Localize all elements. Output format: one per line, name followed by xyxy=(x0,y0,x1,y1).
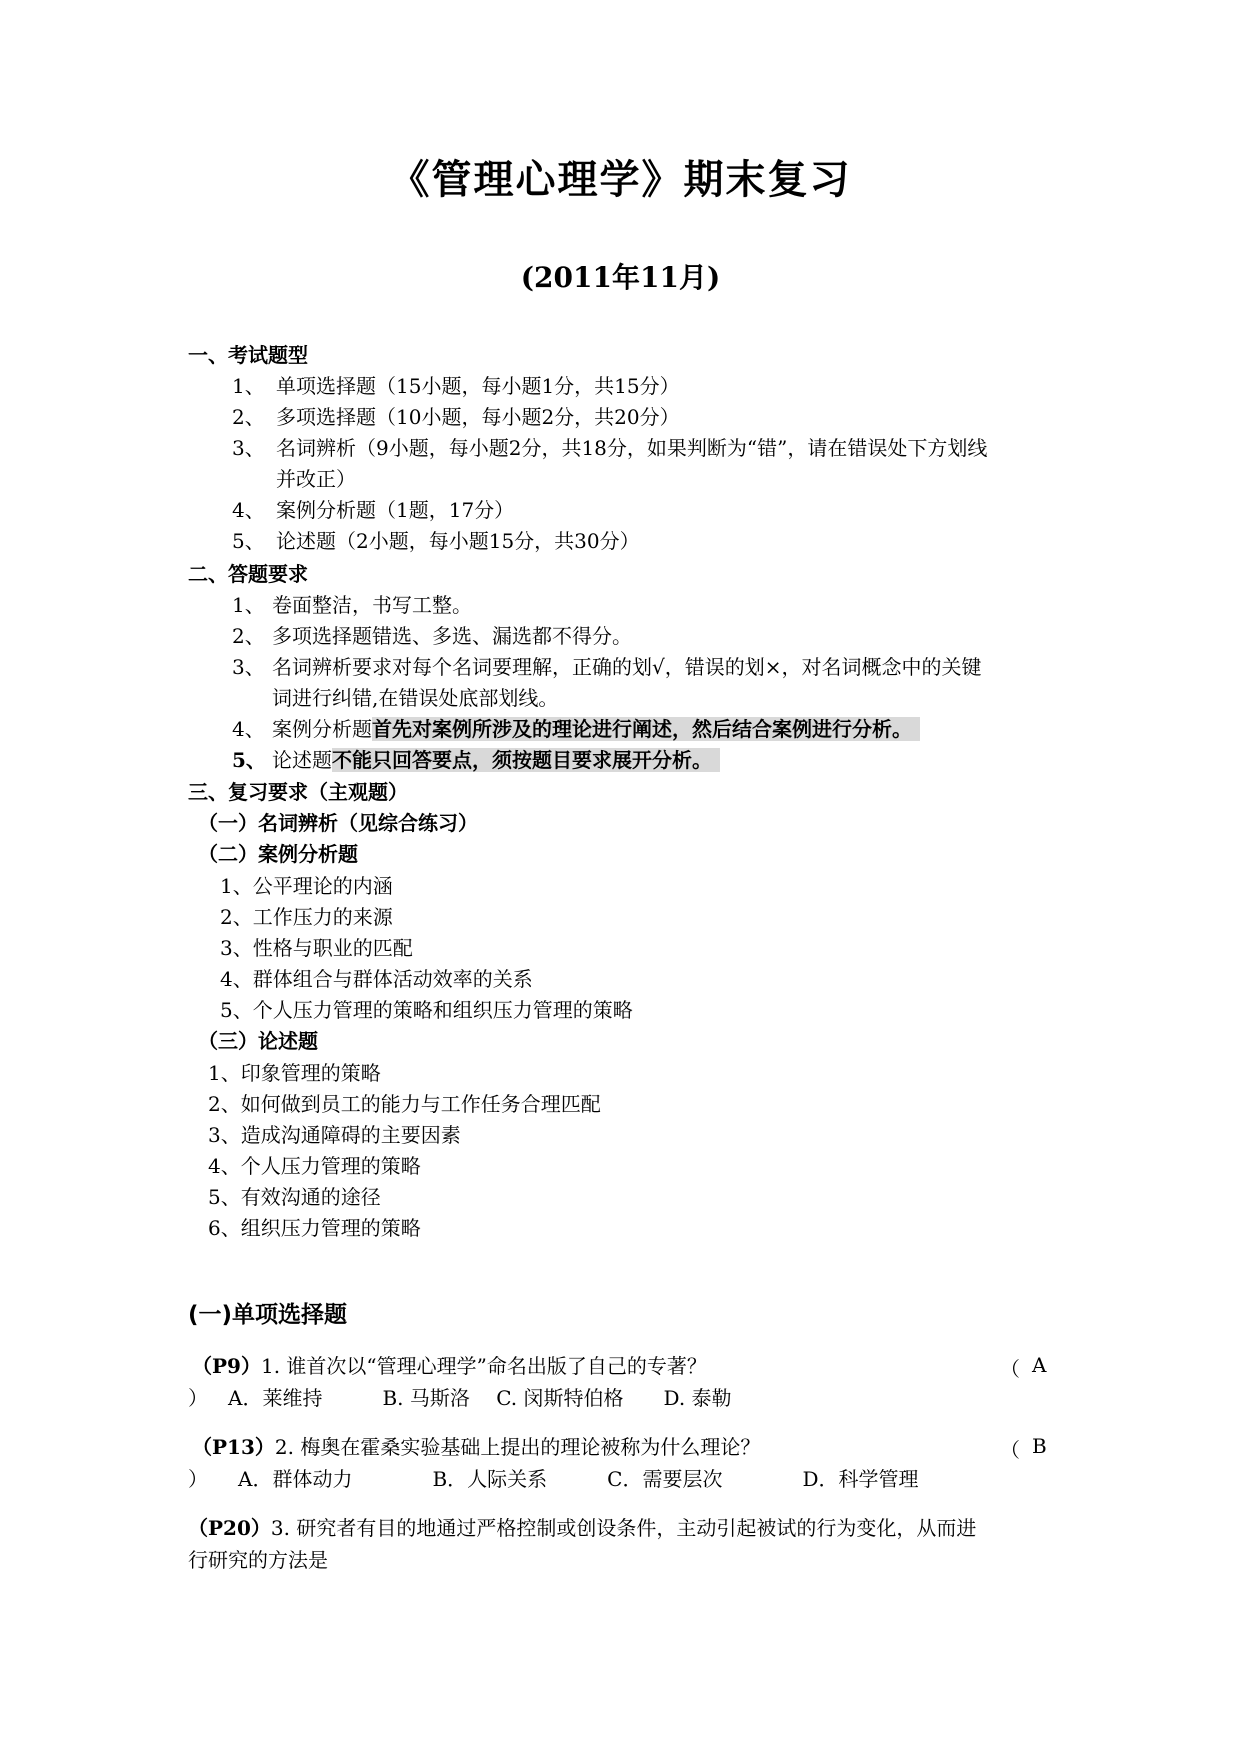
list-item: 1、公平理论的内涵 xyxy=(220,874,393,898)
list-item: 5、 论述题不能只回答要点，须按题目要求展开分析。 xyxy=(232,747,720,773)
mc-section-heading: (一)单项选择题 xyxy=(188,1302,348,1328)
subsection-heading-essay: （三）论述题 xyxy=(198,1029,318,1053)
answer-paren-open: （ xyxy=(1000,1357,1020,1381)
question-options: A．莱维持 B. 马斯洛 C. 闵斯特伯格 D. 泰勒 xyxy=(228,1386,732,1410)
highlighted-text: 不能只回答要点，须按题目要求展开分析。 xyxy=(332,748,720,772)
list-item: 1、印象管理的策略 xyxy=(208,1061,381,1085)
list-item-continuation: 词进行纠错,在错误处底部划线。 xyxy=(272,686,559,710)
list-item: 4、 案例分析题首先对案例所涉及的理论进行阐述，然后结合案例进行分析。 xyxy=(232,716,920,742)
document-title: 《管理心理学》期末复习 xyxy=(389,157,852,203)
list-item: 3、 名词辨析要求对每个名词要理解，正确的划√，错误的划×，对名词概念中的关键 xyxy=(232,655,982,679)
document-subtitle: (2011年11月) xyxy=(520,261,721,294)
list-item: 3、造成沟通障碍的主要因素 xyxy=(208,1123,461,1147)
subsection-heading-case: （二）案例分析题 xyxy=(198,842,358,866)
list-item: 6、组织压力管理的策略 xyxy=(208,1216,421,1240)
list-item: 2、 多项选择题错选、多选、漏选都不得分。 xyxy=(232,624,632,648)
answer-paren-open: （ xyxy=(1000,1438,1020,1462)
list-item: 5、个人压力管理的策略和组织压力管理的策略 xyxy=(220,998,633,1022)
list-item: 4、 案例分析题（1题，17分） xyxy=(232,498,515,522)
question-stem: （P9）1. 谁首次以“管理心理学”命名出版了自己的专著？ xyxy=(192,1354,707,1378)
list-item: 5、有效沟通的途径 xyxy=(208,1185,381,1209)
list-item: 1、 卷面整洁，书写工整。 xyxy=(232,593,472,617)
list-item: 2、 多项选择题（10小题，每小题2分，共20分） xyxy=(232,405,680,429)
section-heading-review-requirements: 三、复习要求（主观题） xyxy=(188,780,408,804)
list-item: 4、群体组合与群体活动效率的关系 xyxy=(220,967,533,991)
list-item: 5、 论述题（2小题，每小题15分，共30分） xyxy=(232,529,640,553)
list-item: 4、个人压力管理的策略 xyxy=(208,1154,421,1178)
list-item: 3、性格与职业的匹配 xyxy=(220,936,413,960)
question-stem: （P13）2. 梅奥在霍桑实验基础上提出的理论被称为什么理论？ xyxy=(192,1435,761,1459)
list-item: 2、如何做到员工的能力与工作任务合理匹配 xyxy=(208,1092,601,1116)
question-stem: （P20）3. 研究者有目的地通过严格控制或创设条件，主动引起被试的行为变化，从而进 xyxy=(188,1516,977,1540)
list-item: 3、 名词辨析（9小题，每小题2分，共18分，如果判断为“错”，请在错误处下方划线 xyxy=(232,436,988,460)
section-heading-exam-types: 一、考试题型 xyxy=(188,343,308,367)
answer-letter: A xyxy=(1032,1353,1047,1377)
answer-letter: B xyxy=(1032,1434,1047,1458)
answer-paren-close: ） xyxy=(188,1467,208,1491)
question-stem-continuation: 行研究的方法是 xyxy=(188,1548,328,1572)
list-item: 2、工作压力的来源 xyxy=(220,905,393,929)
subsection-heading-terms: （一）名词辨析（见综合练习） xyxy=(198,811,478,835)
section-heading-answer-requirements: 二、答题要求 xyxy=(188,562,308,586)
highlighted-text: 首先对案例所涉及的理论进行阐述，然后结合案例进行分析。 xyxy=(372,717,920,741)
question-options: A．群体动力 B．人际关系 C．需要层次 D．科学管理 xyxy=(238,1467,919,1491)
answer-paren-close: ） xyxy=(188,1386,208,1410)
list-item-continuation: 并改正） xyxy=(276,467,356,491)
list-item: 1、 单项选择题（15小题，每小题1分，共15分） xyxy=(232,374,680,398)
